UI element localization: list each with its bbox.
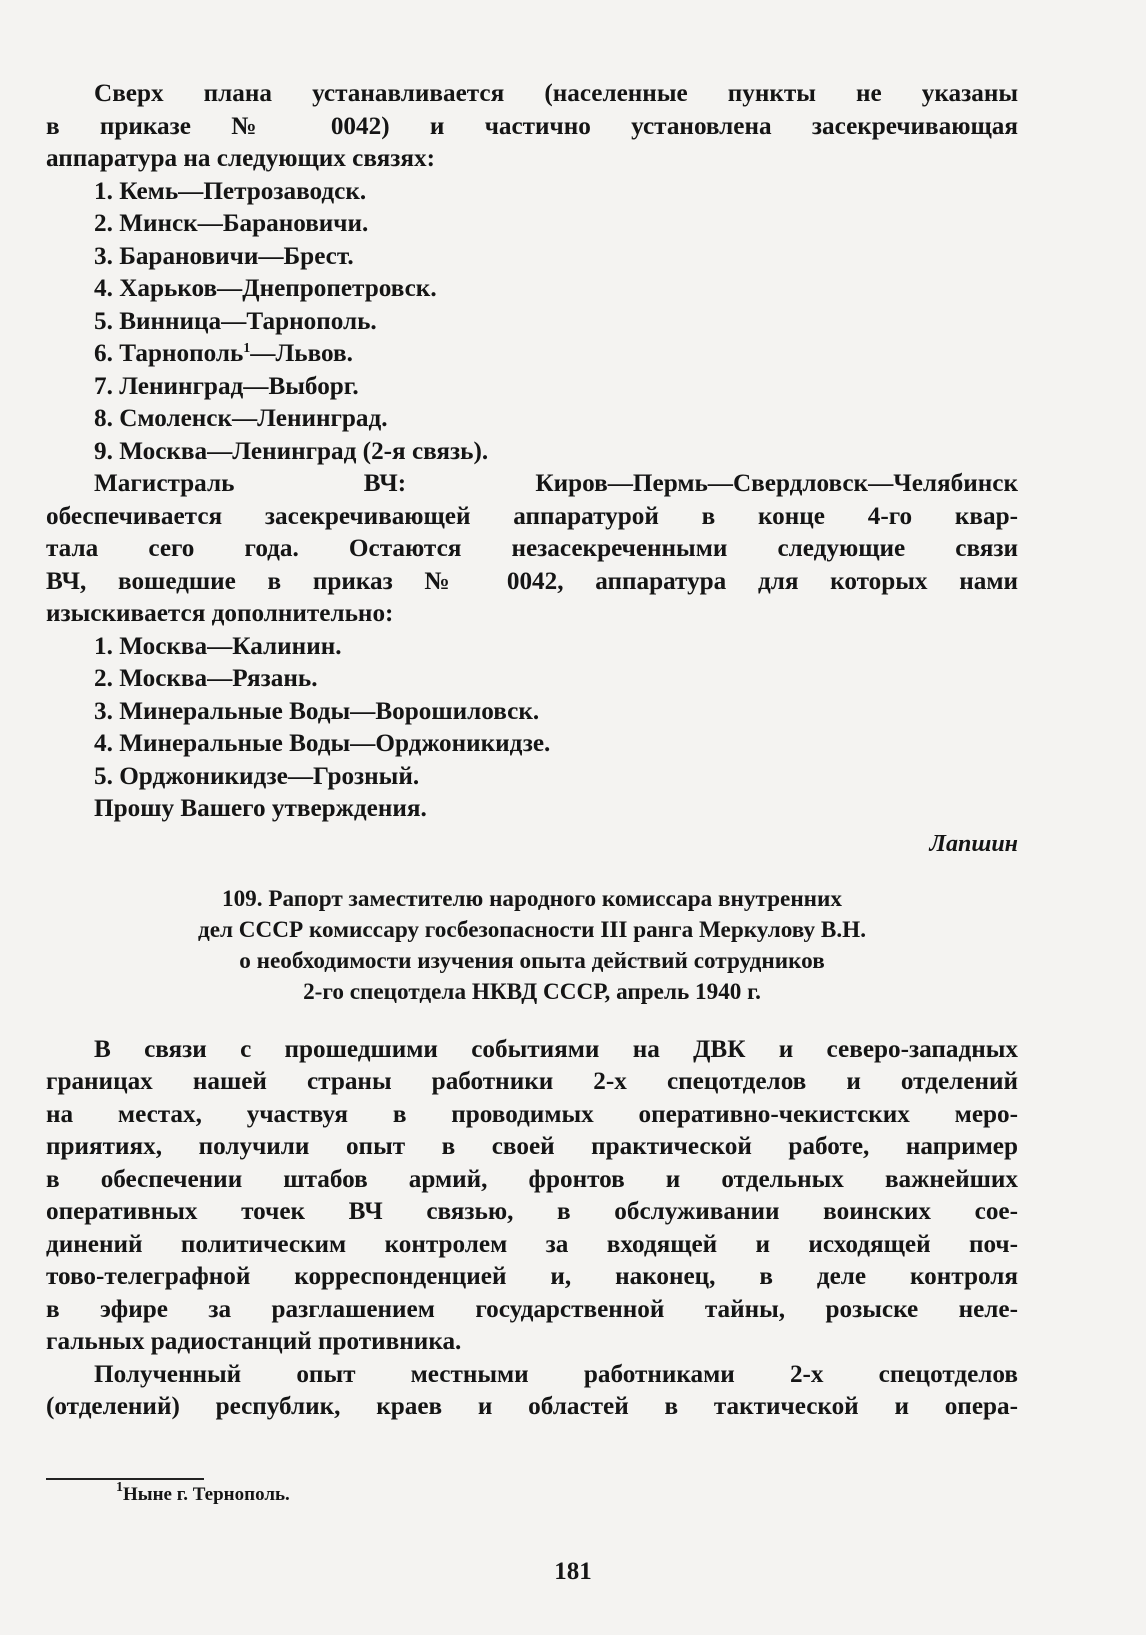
main-line: изыскивается дополнительно: [46,600,394,627]
list-item: 4. Минеральные Воды—Орджоникидзе. [94,730,551,757]
list-item: 8. Смоленск—Ленинград. [94,405,388,432]
list-item [46,338,1018,371]
list-item: 5. Орджоникидзе—Грозный. [94,762,420,790]
signature: Лапшин [929,830,1018,857]
paragraph-line: Полученный опыт местными работниками 2-х спецотделов [94,1360,1018,1388]
main-line: тала сего года. Остаются незасекреченными следующие связи [46,535,1018,562]
footnote-marker: 1 [243,341,251,356]
paragraph-line: гальных радиостанций противника. [46,1328,462,1355]
page-body [46,78,1018,1424]
list-item: 1. Кемь—Петрозаводск. [94,177,367,205]
request-line: Прошу Вашего утверждения. [94,795,427,822]
paragraph-line: в эфире за разглашением государственной тайны, розыске неле- [46,1295,1018,1323]
paragraph-line: на местах, участвуя в проводимых оперативно-чекистских меро- [46,1100,1018,1128]
list-item: 7. Ленинград—Выборг. [94,372,359,400]
list-item: 2. Москва—Рязань. [94,665,318,692]
paragraph-line: оперативных точек ВЧ связью, в обслуживании воинских сое- [46,1198,1018,1225]
paragraph-line: (отделений) республик, краев и областей в тактической и опера- [46,1393,1018,1420]
paragraph-line: В связи с прошедшими событиями на ДВК и северо-западных [94,1035,1018,1063]
footnote-marker: 1 [116,1480,123,1495]
main-line: Магистраль ВЧ: Киров—Пермь—Свердловск—Челябинск [94,470,1018,497]
list-item-text: —Львов. [250,340,353,367]
paragraph-line: тово-телеграфной корреспонденцией и, наконец, в деле контроля [46,1263,1018,1290]
list-item: 9. Москва—Ленинград (2-я связь). [94,437,489,465]
list-item: 3. Барановичи—Брест. [94,242,354,270]
paragraph-line: границах нашей страны работники 2-х спецотделов и отделений [46,1068,1018,1095]
intro-line: Сверх плана устанавливается (населенные пункты не указаны [94,80,1018,107]
heading-line: 2-го спецотдела НКВД СССР, апрель 1940 г. [303,978,761,1005]
main-line: ВЧ, вошедшие в приказ № 0042, аппаратура для которых нами [46,567,1018,595]
main-line: обеспечивается засекречивающей аппаратурой в конце 4-го квар- [46,502,1018,530]
paragraph-line: приятиях, получили опыт в своей практической работе, например [46,1133,1018,1160]
list-item: 2. Минск—Барановичи. [94,210,369,237]
list-item: 5. Винница—Тарнополь. [94,307,377,335]
spacer [46,1008,1018,1034]
list-item: 3. Минеральные Воды—Ворошиловск. [94,697,540,725]
paragraph-line: динений политическим контролем за входящей и исходящей поч- [46,1230,1018,1258]
page-number: 181 [554,1558,592,1585]
list-item: 1. Москва—Калинин. [94,632,342,660]
heading-line: 109. Рапорт заместителю народного комиссара внутренних [221,885,842,912]
footnote-divider [46,1478,204,1480]
document-heading [46,884,1018,1008]
paragraph-line: в обеспечении штабов армий, фронтов и отдельных важнейших [46,1165,1018,1193]
list-item-text: 6. Тарнополь [94,340,244,367]
intro-line: аппаратура на следующих связях: [46,145,435,172]
intro-line: в приказе № 0042) и частично установлена засекречивающая [46,112,1018,140]
heading-line: дел СССР комиссару госбезопасности III ранга Меркулову В.Н. [197,916,867,943]
footnote-text: Ныне г. Тернополь. [123,1484,290,1505]
footnote [116,1482,290,1508]
heading-line: о необходимости изучения опыта действий сотрудников [239,947,825,974]
list-item: 4. Харьков—Днепропетровск. [94,275,437,302]
